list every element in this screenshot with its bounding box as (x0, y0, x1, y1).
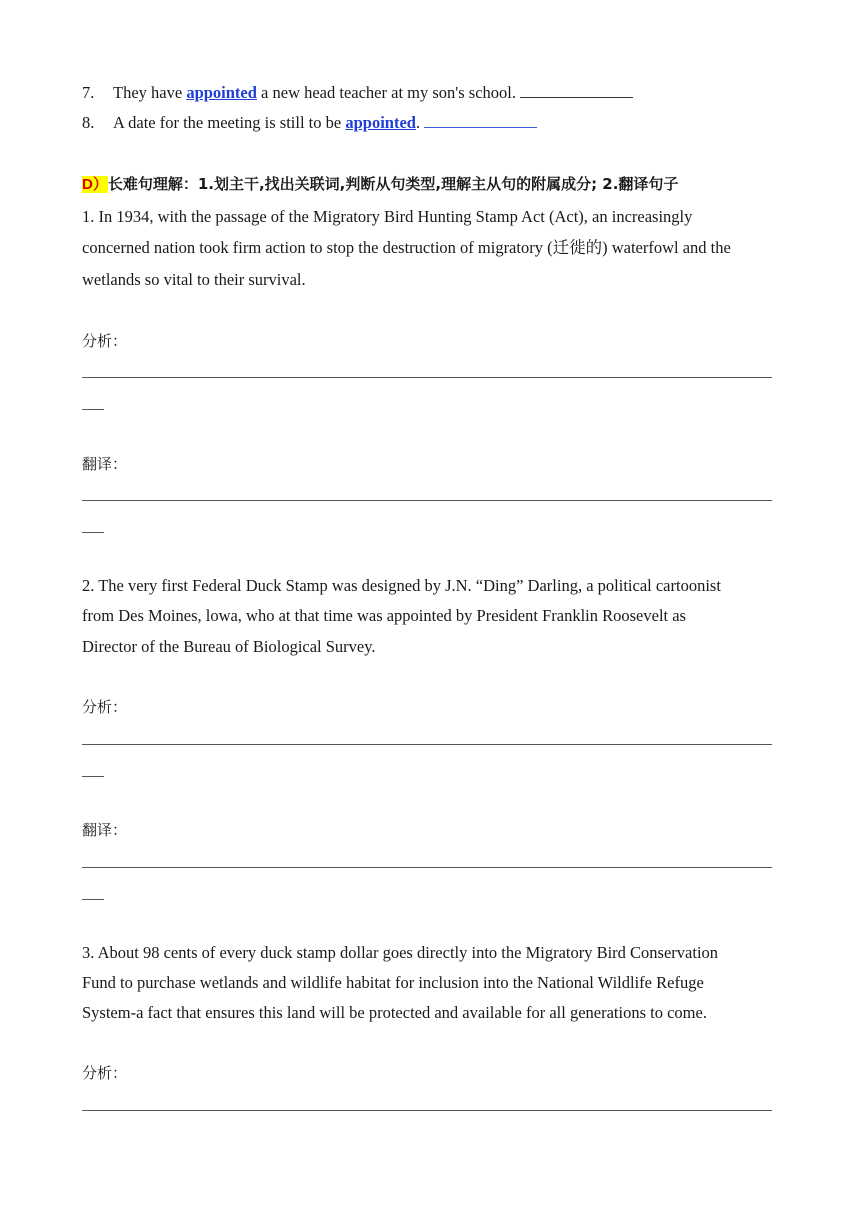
sentence-1-line-1: 1. In 1934, with the passage of the Migratory Bird Hunting Stamp Act (Act), an increasingly (82, 207, 693, 226)
answer-blank[interactable] (520, 83, 633, 98)
section-heading (82, 174, 678, 195)
exercise-item-7 (82, 83, 633, 103)
item-number: 7. (82, 83, 95, 102)
answer-line-end (82, 776, 104, 777)
answer-line[interactable] (82, 744, 772, 745)
item-text-after: a new head teacher at my son's school. (256, 83, 521, 102)
sentence-2-line-1: 2. The very first Federal Duck Stamp was designed by J.N. “Ding” Darling, a political cartoonist (82, 576, 721, 595)
analysis-label: 分析： (82, 1064, 128, 1082)
item-number: 8. (82, 113, 95, 132)
keyword-appointed: appointed (345, 113, 416, 132)
answer-line-end (82, 532, 104, 533)
sentence-3-line-1: 3. About 98 cents of every duck stamp dollar goes directly into the Migratory Bird Conservation (82, 943, 719, 962)
answer-line-end (82, 899, 104, 900)
sentence-2-line-2: from Des Moines, lowa, who at that time was appointed by President Franklin Roosevelt as (82, 606, 686, 625)
item-text-before: They have (113, 83, 187, 102)
answer-line-end (82, 409, 104, 410)
keyword-appointed: appointed (186, 83, 257, 102)
section-tag: D） (82, 176, 108, 193)
section-title: 长难句理解：1.划主干,找出关联词,判断从句类型,理解主从句的附属成分; 2.翻译句子 (107, 175, 679, 193)
item-text-after: . (415, 113, 425, 132)
sentence-1-line-2: concerned nation took firm action to stop the destruction of migratory (迁徙的) waterfowl and the (82, 238, 731, 257)
answer-line[interactable] (82, 867, 772, 868)
answer-blank[interactable] (424, 113, 537, 128)
sentence-3-line-3: System-a fact that ensures this land will be protected and available for all generations to come. (82, 1003, 707, 1022)
sentence-3-line-2: Fund to purchase wetlands and wildlife habitat for inclusion into the National Wildlife Refuge (82, 973, 704, 992)
sentence-2-line-3: Director of the Bureau of Biological Survey. (82, 637, 376, 656)
analysis-label: 分析： (82, 332, 128, 350)
answer-line[interactable] (82, 500, 772, 501)
analysis-label: 分析： (82, 698, 128, 716)
exercise-item-8 (82, 113, 537, 133)
answer-line[interactable] (82, 377, 772, 378)
translation-label: 翻译： (82, 455, 128, 473)
translation-label: 翻译： (82, 821, 128, 839)
answer-line[interactable] (82, 1110, 772, 1111)
sentence-1-line-3: wetlands so vital to their survival. (82, 270, 306, 289)
item-text-before: A date for the meeting is still to be (113, 113, 346, 132)
